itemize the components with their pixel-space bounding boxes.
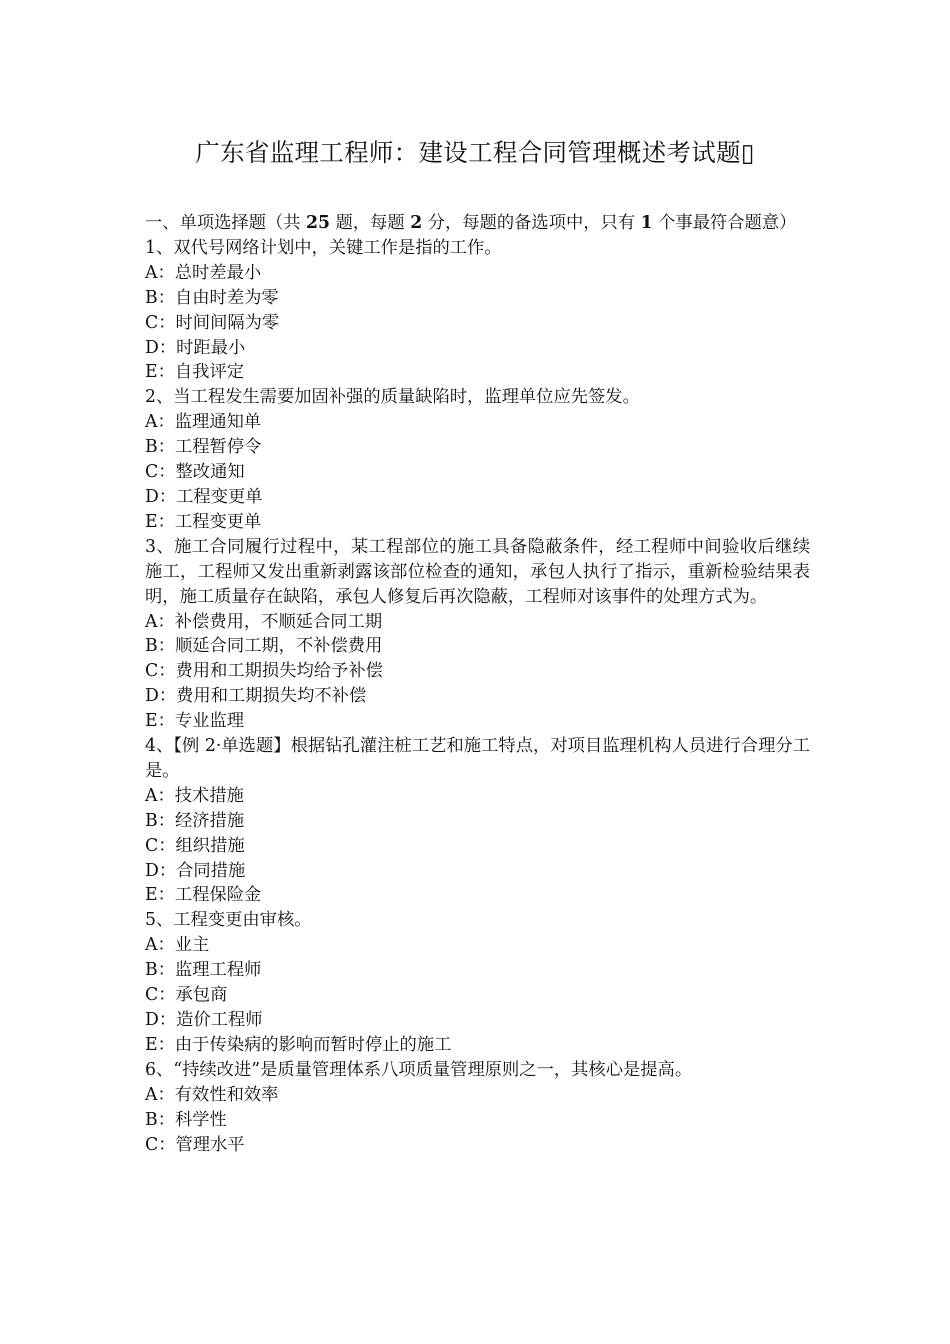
answer-option: A：监理通知单: [145, 412, 262, 433]
question-text: 2、当工程发生需要加固补强的质量缺陷时，监理单位应先签发。: [145, 387, 640, 408]
question-text: 5、工程变更由审核。: [145, 910, 312, 931]
answer-option: A：有效性和效率: [145, 1084, 279, 1105]
question-text: 6、“持续改进”是质量管理体系八项质量管理原则之一，其核心是提高。: [145, 1059, 693, 1080]
document-title: [0, 135, 950, 171]
section-header: [145, 211, 810, 236]
question-text: 4、【例 2·单选题】根据钻孔灌注桩工艺和施工特点，对项目监理机构人员进行合理分工是。: [145, 736, 810, 781]
answer-option: C：费用和工期损失均给予补偿: [145, 661, 383, 682]
answer-option: E：由于传染病的影响而暂时停止的施工: [145, 1034, 452, 1055]
title-text: 广东省监理工程师：建设工程合同管理概述考试题: [195, 138, 741, 167]
question-total-count: 25: [306, 213, 331, 233]
section-header-text: 题，每题: [330, 213, 411, 233]
points-per-question: 2: [410, 213, 423, 233]
answer-option: D：合同措施: [145, 860, 246, 881]
answer-option: E：专业监理: [145, 711, 245, 732]
answer-option: C：时间间隔为零: [145, 312, 280, 333]
correct-option-count: 1: [640, 213, 653, 233]
answer-option: E：工程保险金: [145, 885, 262, 906]
answer-option: A：技术措施: [145, 785, 244, 806]
answer-option: C：整改通知: [145, 462, 245, 483]
answer-option: C：承包商: [145, 985, 228, 1006]
answer-option: E：自我评定: [145, 362, 245, 383]
answer-option: A：总时差最小: [145, 262, 262, 283]
answer-option: A：业主: [145, 935, 210, 956]
answer-option: D：费用和工期损失均不补偿: [145, 686, 367, 707]
answer-option: C：管理水平: [145, 1134, 245, 1155]
answer-option: B：监理工程师: [145, 960, 262, 981]
answer-option: C：组织措施: [145, 835, 245, 856]
answer-option: E：工程变更单: [145, 511, 262, 532]
answer-option: B：顺延合同工期，不补偿费用: [145, 636, 383, 657]
answer-option: D：时距最小: [145, 337, 246, 358]
answer-option: A：补偿费用，不顺延合同工期: [145, 611, 383, 632]
answer-option: B：工程暂停令: [145, 437, 262, 458]
question-text: 1、双代号网络计划中，关键工作是指的工作。: [145, 237, 502, 258]
question-text: 3、施工合同履行过程中，某工程部位的施工具备隐蔽条件，经工程师中间验收后继续施工，工程师又发出重新剥露该部位检查的通知，承包人执行了指示，重新检验结果表明，施工质量存在缺陷，承包人修复后再次隐蔽，工程师对该事件的处理方式为。: [145, 536, 810, 607]
section-header-suffix: 个事最符合题意）: [652, 213, 797, 233]
section-header-text: 分，每题的备选项中，只有: [422, 213, 641, 233]
answer-option: B：科学性: [145, 1109, 227, 1130]
answer-option: D：造价工程师: [145, 1010, 263, 1030]
answer-option: B：自由时差为零: [145, 287, 279, 308]
answer-option: D：工程变更单: [145, 486, 263, 507]
title-end-glyph: ▯: [740, 138, 755, 167]
section-header-prefix: 一、单项选择题（共: [145, 213, 307, 233]
document-body: [145, 211, 810, 1157]
answer-option: B：经济措施: [145, 810, 245, 831]
